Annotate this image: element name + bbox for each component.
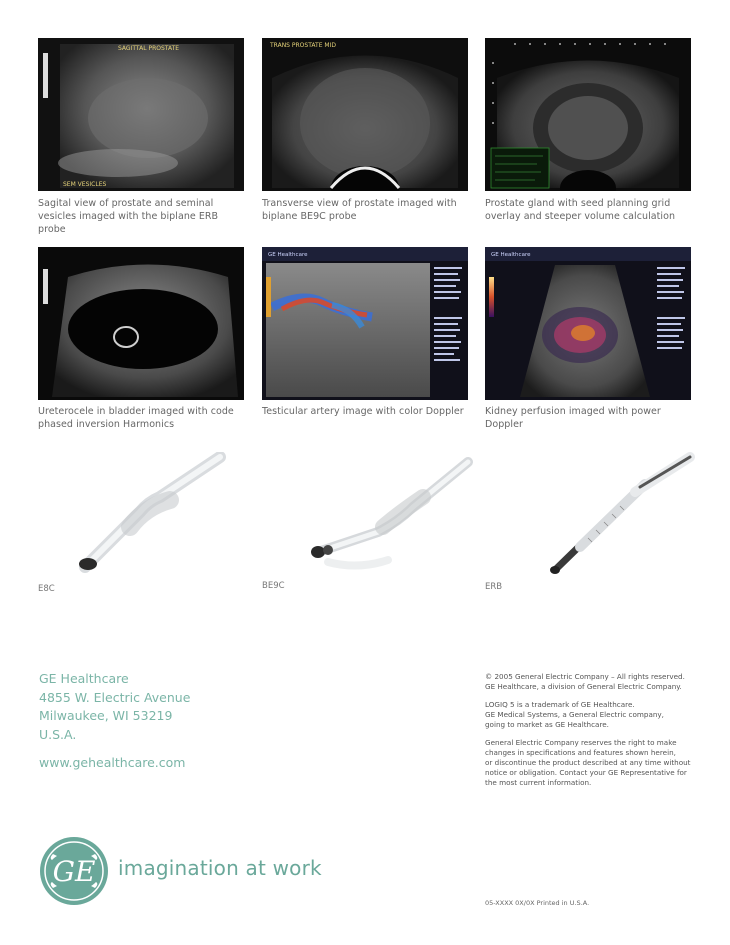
image-overlay-text: GE Healthcare — [491, 252, 531, 258]
legal-notice — [485, 672, 700, 796]
image-caption: Sagital view of prostate and seminal vesicles imaged with the biplane ERB probe — [38, 198, 219, 235]
company-address — [39, 670, 190, 773]
image-overlay-text: GE Healthcare — [268, 252, 308, 258]
city-state-zip: Milwaukee, WI 53219 — [39, 708, 173, 723]
ultrasound-image-seed-planning — [485, 38, 691, 191]
ultrasound-image-sagittal-prostate — [38, 38, 244, 191]
image-caption: Testicular artery image with color Doppler — [262, 406, 464, 417]
image-overlay-text-2: SEM VESICLES — [63, 181, 107, 188]
image-caption: Prostate gland with seed planning grid overlay and steeper volume calculation — [485, 198, 676, 222]
image-overlay-text: SAGITTAL PROSTATE — [118, 45, 180, 52]
probe-image-be9c — [298, 452, 478, 586]
website-link[interactable]: www.gehealthcare.com — [39, 755, 186, 770]
country: U.S.A. — [39, 726, 77, 742]
image-caption: Kidney perfusion imaged with power Doppler — [485, 406, 661, 430]
ge-logo — [39, 836, 109, 910]
image-caption: Transverse view of prostate imaged with biplane BE9C probe — [262, 198, 457, 222]
ultrasound-image-transverse-prostate — [262, 38, 468, 191]
print-code: 05-XXXX 0X/0X Printed in U.S.A. — [485, 899, 590, 907]
probe-image-e8c — [70, 452, 240, 586]
image-caption: Ureterocele in bladder imaged with code phased inversion Harmonics — [38, 406, 234, 430]
street-address: 4855 W. Electric Avenue — [39, 689, 191, 705]
probe-image-erb — [540, 452, 700, 586]
ultrasound-image-kidney-perfusion — [485, 247, 691, 400]
ultrasound-image-testicular-artery — [262, 247, 468, 400]
ultrasound-image-ureterocele — [38, 247, 244, 400]
disclaimer-block: General Electric Company reserves the right to make changes in specifications and features shown herein, or discontinue the product described at any time without notice or obligation. Contact your GE Representative for the most current information. — [485, 738, 691, 787]
image-overlay-text: TRANS PROSTATE MID — [270, 42, 336, 49]
tagline: imagination at work — [118, 856, 322, 880]
copyright-block: © 2005 General Electric Company – All rights reserved. GE Healthcare, a division of General Electric Company. — [485, 672, 685, 691]
probe-label: ERB — [485, 582, 503, 592]
company-name: GE Healthcare — [39, 671, 129, 686]
ge-logo-monogram: GE — [52, 855, 96, 888]
probe-label: BE9C — [262, 581, 285, 591]
probe-label: E8C — [38, 584, 55, 594]
trademark-block: LOGIQ 5 is a trademark of GE Healthcare. GE Medical Systems, a General Electric company, going to market as GE Healthcare. — [485, 700, 664, 729]
